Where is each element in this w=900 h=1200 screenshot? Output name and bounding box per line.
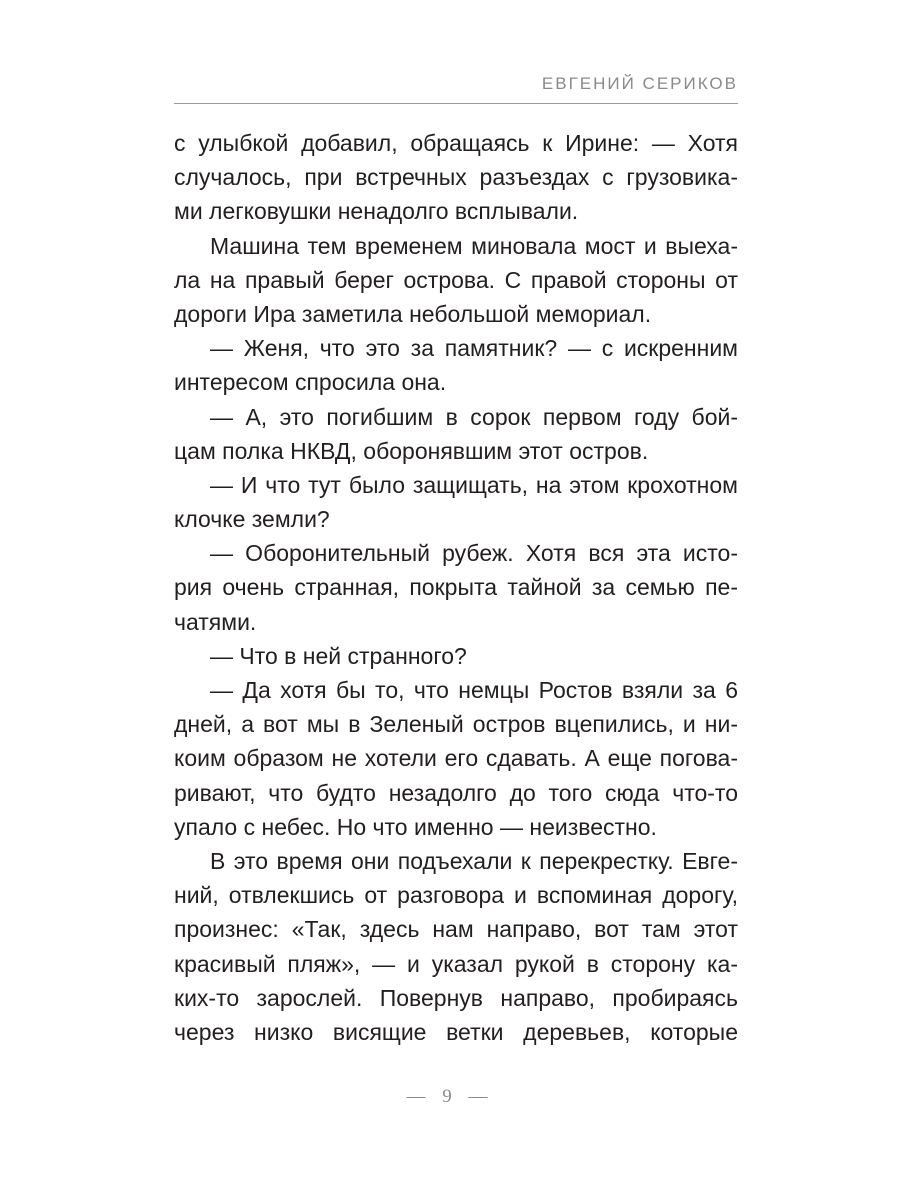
text-line: интересом спросила она. xyxy=(174,369,447,396)
text-line: — А, это погибшим в сорок первом году бой- xyxy=(210,403,738,430)
text-line: ла на правый берег острова. С правой стороны от xyxy=(174,266,738,293)
text-line: дороги Ира заметила небольшой мемориал. xyxy=(174,300,652,327)
text-line: клочке земли? xyxy=(174,506,330,533)
body-text xyxy=(174,126,738,1049)
text-line: случалось, при встречных разъездах с грузовика- xyxy=(174,164,738,191)
text-line: ривают, что будто незадолго до того сюда что-то xyxy=(174,779,738,806)
running-head-author: ЕВГЕНИЙ СЕРИКОВ xyxy=(541,74,738,93)
text-line: упало с небес. Но что именно — неизвестно. xyxy=(174,813,657,840)
text-line: — Женя, что это за памятник? — с искренним xyxy=(210,335,738,362)
text-line: цам полка НКВД, оборонявшим этот остров. xyxy=(174,437,649,464)
text-line: — И что тут было защищать, на этом крохотном xyxy=(210,471,738,498)
page-number: — 9 — xyxy=(406,1086,494,1107)
text-line: рия очень странная, покрыта тайной за семью пе- xyxy=(174,574,738,601)
text-line: через низко висящие ветки деревьев, которые xyxy=(174,1018,738,1045)
text-line: коим образом не хотели его сдавать. А еще погова- xyxy=(174,745,738,772)
text-line: чатями. xyxy=(174,608,257,635)
text-line: — Оборонительный рубеж. Хотя вся эта исто- xyxy=(210,540,738,567)
text-line: ми легковушки ненадолго всплывали. xyxy=(174,198,579,225)
text-line: ний, отвлекшись от разговора и вспоминая дорогу, xyxy=(174,882,738,909)
text-line: Машина тем временем миновала мост и выеха- xyxy=(210,232,738,259)
text-line: красивый пляж», — и указал рукой в сторону ка- xyxy=(174,950,738,977)
text-line: ких-то зарослей. Повернув направо, пробираясь xyxy=(174,984,738,1011)
text-line: — Что в ней странного? xyxy=(210,642,467,669)
text-line: дней, а вот мы в Зеленый остров вцепились, и ни- xyxy=(174,711,738,738)
text-line: В это время они подъехали к перекрестку. Евге- xyxy=(210,847,738,874)
text-line: произнес: «Так, здесь нам направо, вот там этот xyxy=(174,916,738,943)
header-rule xyxy=(174,103,738,104)
text-line: с улыбкой добавил, обращаясь к Ирине: — Хотя xyxy=(174,130,738,156)
text-line: — Да хотя бы то, что немцы Ростов взяли за 6 xyxy=(210,677,738,703)
